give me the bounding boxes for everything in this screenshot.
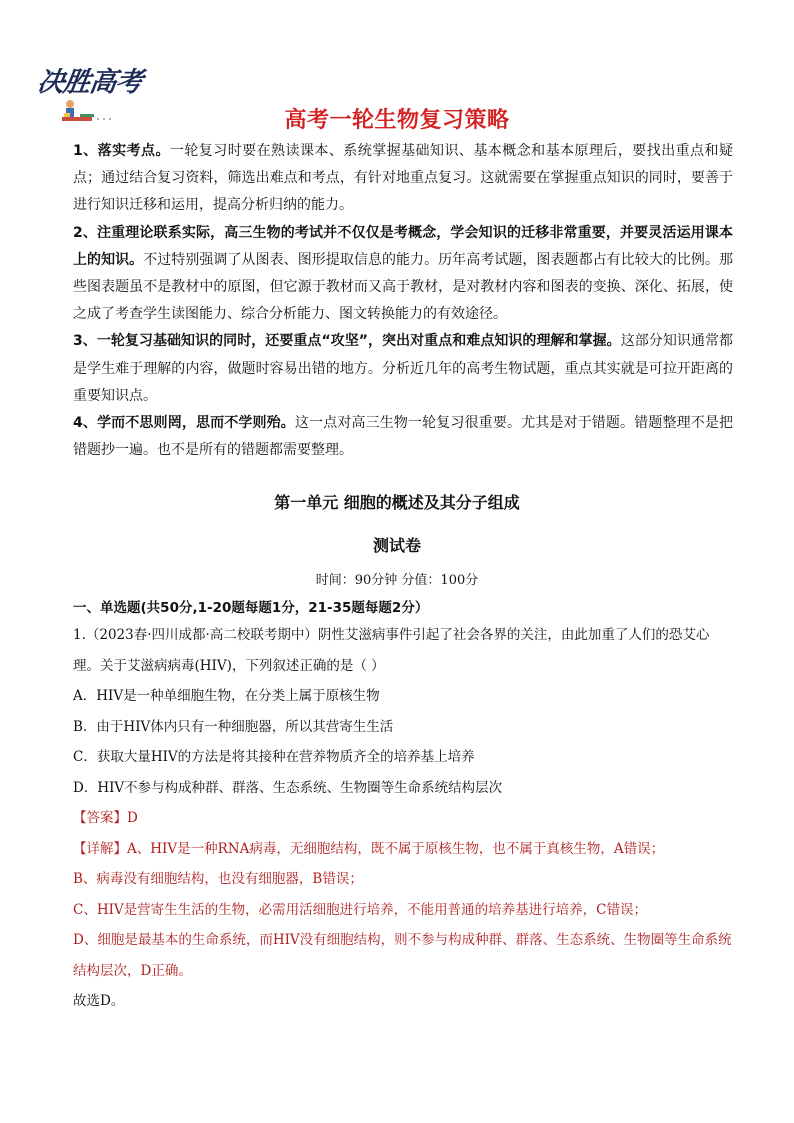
strategy-paragraph-4 (73, 410, 733, 464)
unit-title: 第一单元 细胞的概述及其分子组成 (274, 493, 520, 512)
conclusion-line: 故选D。 (73, 993, 125, 1009)
strategy-heading: 4、学而不思则罔，思而不学则殆。 (73, 415, 295, 432)
explanation-line: 【详解】A、HIV是一种RNA病毒，无细胞结构，既不属于原核生物，也不属于真核生物，A错误； (73, 840, 665, 857)
strategy-paragraph-1 (73, 138, 733, 220)
option-a: A．HIV是一种单细胞生物，在分类上属于原核生物 (73, 688, 380, 704)
strategy-paragraph-3 (73, 328, 733, 410)
option-d: D．HIV不参与构成种群、群落、生态系统、生物圈等生命系统结构层次 (73, 779, 503, 796)
strategy-section (73, 138, 733, 464)
logo-text: 决胜高考 (35, 67, 144, 98)
question-stem: 1.（2023春·四川成都·高二校联考期中）阴性艾滋病事件引起了社会各界的关注，由此加重了人们的恐艾心理。关于艾滋病病毒(HIV)，下列叙述正确的是（ ） (73, 627, 710, 674)
answer-line: 【答案】D (73, 810, 138, 826)
strategy-body: 这一点对高三生物一轮复习很重要。尤其是对于错题。错题整理不是把错题抄一遍。也不是所有的错题都需要整理。 (73, 415, 733, 459)
explanation-line: B、病毒没有细胞结构，也没有细胞器，B错误； (73, 871, 363, 887)
strategy-heading: 1、落实考点。 (73, 143, 170, 159)
explanation-line: D、细胞是最基本的生命系统，而HIV没有细胞结构，则不参与构成种群、群落、生态系统、生物圈等生命系统结构层次，D正确。 (73, 932, 732, 979)
strategy-paragraph-2 (73, 220, 733, 329)
main-title: 高考一轮生物复习策略 (284, 108, 510, 133)
option-b: B．由于HIV体内只有一种细胞器，所以其营寄生生活 (73, 718, 394, 735)
strategy-heading: 2、注重理论联系实际，高三生物的考试并不仅仅是考概念，学会知识的迁移非常重要，并要灵活运用课本上的知识。 (73, 224, 733, 268)
option-c: C．获取大量HIV的方法是将其接种在营养物质齐全的培养基上培养 (73, 749, 475, 765)
strategy-body: 这部分知识通常都是学生难于理解的内容，做题时容易出错的地方。分析近几年的高考生物试题，重点其实就是可拉开距离的重要知识点。 (73, 333, 733, 404)
strategy-body: 一轮复习时要在熟读课本、系统掌握基础知识、基本概念和基本原理后，要找出重点和疑点；通过结合复习资料，筛选出难点和考点，有针对地重点复习。这就需要在掌握重点知识的同时，要善于进行知识迁移和运用，提高分析归纳的能力。 (73, 143, 734, 214)
strategy-heading: 3、一轮复习基础知识的同时，还要重点“攻坚”，突出对重点和难点知识的理解和掌握。 (73, 333, 621, 350)
exam-time-score: 时间：90分钟 分值：100分 (315, 573, 479, 588)
test-title: 测试卷 (372, 536, 421, 555)
section-heading: 一、单选题(共50分,1-20题每题1分，21-35题每题2分） (73, 600, 429, 616)
question-block (73, 620, 733, 1017)
strategy-body: 不过特别强调了从图表、图形提取信息的能力。历年高考试题，图表题都占有比较大的比例。那些图表题虽不是教材中的原图，但它源于教材而又高于教材，是对教材内容和图表的变换、深化、拓展，使之成了考查学生读图能力、综合分析能力、图文转换能力的有效途径。 (73, 251, 733, 323)
explanation-line: C、HIV是营寄生生活的生物，必需用活细胞进行培养，不能用普通的培养基进行培养，C错误； (73, 901, 648, 918)
